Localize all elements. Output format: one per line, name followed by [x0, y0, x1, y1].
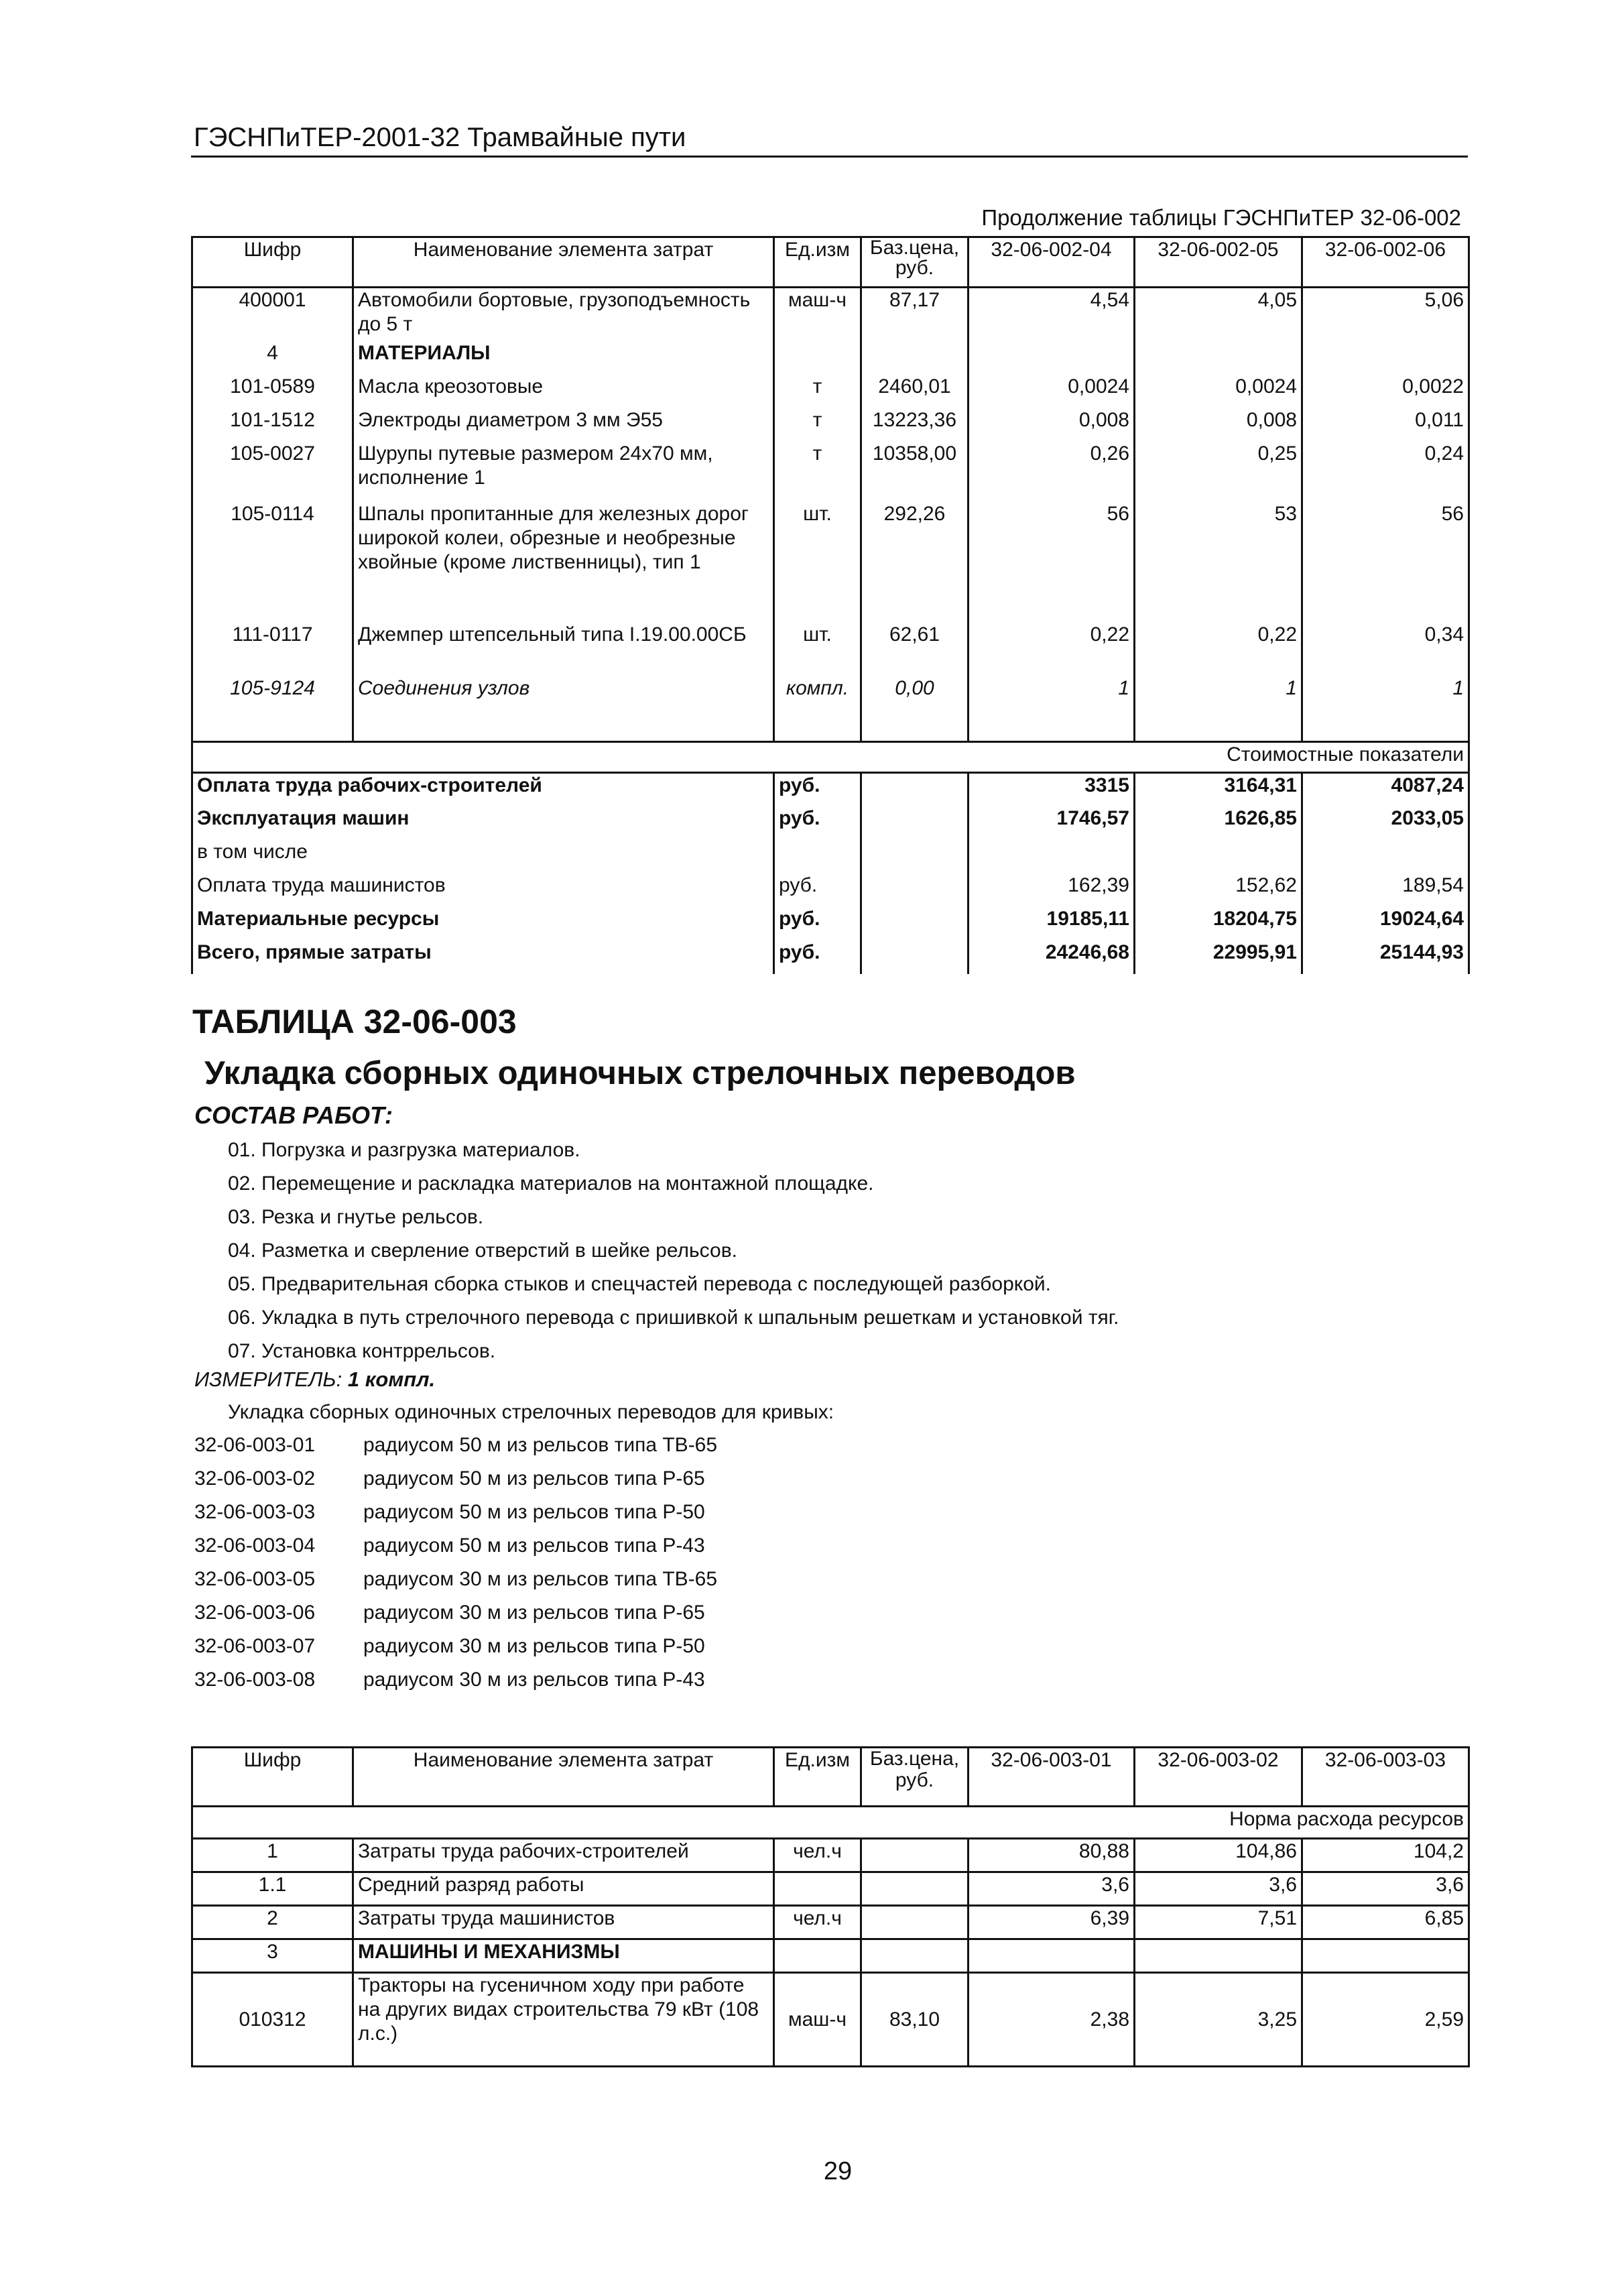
unit-cell: руб.: [774, 941, 861, 974]
unit-cell: [774, 341, 861, 375]
norm-code: 32-06-003-06: [194, 1602, 316, 1624]
code-cell: 2: [192, 1906, 353, 1939]
page-header: [191, 114, 1468, 158]
name-cell: Средний разряд работы: [353, 1872, 774, 1906]
unit-cell: шт.: [774, 502, 861, 623]
unit-cell: чел.ч: [774, 1839, 861, 1872]
table-row: [192, 288, 1469, 341]
value-cell: 0,22: [969, 623, 1135, 676]
value-cell: 1: [1135, 676, 1302, 742]
code-row: [194, 1567, 717, 1601]
value-cell: 56: [969, 502, 1135, 623]
unit-cell: руб.: [774, 806, 861, 840]
column-header: Шифр: [192, 1748, 353, 1807]
work-item: 04. Разметка и сверление отверстий в шейке рельсов.: [228, 1240, 737, 1262]
norm-description: радиусом 50 м из рельсов типа Р-50: [363, 1501, 705, 1523]
name-cell: Джемпер штепсельный типа I.19.00.00СБ: [353, 623, 774, 676]
work-item: 05. Предварительная сборка стыков и спецчастей перевода с последующей разборкой.: [228, 1273, 1051, 1295]
cost-row: [192, 941, 1469, 974]
table-row: [192, 442, 1469, 502]
value-cell: [969, 1939, 1135, 1973]
column-header: 32-06-003-02: [1135, 1748, 1302, 1807]
meter-value: 1 компл.: [347, 1368, 436, 1391]
code-row: [194, 1433, 717, 1467]
cost-name-cell: Эксплуатация машин: [192, 806, 774, 840]
name-cell: Шпалы пропитанные для железных дорог широкой колеи, обрезные и необрезные хвойные (кроме лиственницы), тип 1: [353, 502, 774, 623]
value-cell: 1: [1302, 676, 1469, 742]
code-cell: 4: [192, 341, 353, 375]
price-cell: 62,61: [861, 623, 969, 676]
price-cell: [861, 806, 969, 840]
resource-table-32-06-002: [191, 236, 1470, 974]
table-row: [192, 1839, 1469, 1872]
cost-name-cell: в том числе: [192, 840, 774, 873]
norm-description: радиусом 50 м из рельсов типа Р-43: [363, 1534, 705, 1557]
table-row: [192, 676, 1469, 742]
value-cell: 2,38: [969, 1973, 1135, 2067]
norm-description: радиусом 30 м из рельсов типа Р-50: [363, 1635, 705, 1657]
value-cell: 0,0024: [1135, 375, 1302, 408]
value-cell: 6,85: [1302, 1906, 1469, 1939]
norm-code: 32-06-003-03: [194, 1501, 316, 1523]
norm-code: 32-06-003-07: [194, 1635, 316, 1657]
codes-list: [194, 1433, 717, 1701]
value-cell: [969, 840, 1135, 873]
value-cell: 5,06: [1302, 288, 1469, 341]
column-header: 32-06-002-04: [969, 237, 1135, 288]
code-row: [194, 1668, 717, 1701]
code-cell: 010312: [192, 1973, 353, 2067]
value-cell: 0,34: [1302, 623, 1469, 676]
norm-code: 32-06-003-02: [194, 1467, 316, 1490]
table-title: ТАБЛИЦА 32-06-003: [192, 1003, 517, 1040]
norm-code: 32-06-003-05: [194, 1568, 316, 1590]
code-cell: 1.1: [192, 1872, 353, 1906]
value-cell: 0,24: [1302, 442, 1469, 502]
table-row: [192, 1906, 1469, 1939]
cost-row: [192, 840, 1469, 873]
value-cell: 0,22: [1135, 623, 1302, 676]
value-cell: 18204,75: [1135, 907, 1302, 941]
column-header: Шифр: [192, 237, 353, 288]
value-cell: 56: [1302, 502, 1469, 623]
unit-cell: маш-ч: [774, 288, 861, 341]
value-cell: 7,51: [1135, 1906, 1302, 1939]
value-cell: 1626,85: [1135, 806, 1302, 840]
cost-row: [192, 773, 1469, 806]
value-cell: 3,6: [1135, 1872, 1302, 1906]
table-row: [192, 341, 1469, 375]
cost-name-cell: Всего, прямые затраты: [192, 941, 774, 974]
code-row: [194, 1534, 717, 1567]
value-cell: 189,54: [1302, 873, 1469, 907]
value-cell: 2,59: [1302, 1973, 1469, 2067]
name-cell: МАШИНЫ И МЕХАНИЗМЫ: [353, 1939, 774, 1973]
price-cell: [861, 1906, 969, 1939]
unit-cell: руб.: [774, 873, 861, 907]
value-cell: [1135, 1939, 1302, 1973]
price-cell: [861, 840, 969, 873]
norm-code: 32-06-003-08: [194, 1669, 316, 1691]
name-cell: Масла креозотовые: [353, 375, 774, 408]
norm-description: радиусом 30 м из рельсов типа ТВ-65: [363, 1568, 718, 1590]
table-header-row: [192, 1748, 1469, 1807]
value-cell: 1746,57: [969, 806, 1135, 840]
norm-caption: Норма расхода ресурсов: [192, 1807, 1469, 1839]
value-cell: 4087,24: [1302, 773, 1469, 806]
code-row: [194, 1500, 717, 1534]
unit-cell: маш-ч: [774, 1973, 861, 2067]
price-cell: [861, 1839, 969, 1872]
norm-code: 32-06-003-01: [194, 1434, 316, 1456]
work-item: 02. Перемещение и раскладка материалов на монтажной площадке.: [228, 1172, 874, 1195]
code-cell: 105-0027: [192, 442, 353, 502]
value-cell: 3,6: [1302, 1872, 1469, 1906]
column-header: 32-06-003-03: [1302, 1748, 1469, 1807]
unit-cell: руб.: [774, 773, 861, 806]
price-cell: [861, 1939, 969, 1973]
document-title: ГЭСНПиТЕР-2001-32 Трамвайные пути: [194, 123, 686, 152]
price-cell: [861, 773, 969, 806]
value-cell: 19185,11: [969, 907, 1135, 941]
value-cell: 0,011: [1302, 408, 1469, 442]
column-header: Наименование элемента затрат: [353, 237, 774, 288]
price-cell: 83,10: [861, 1973, 969, 2067]
norm-description: радиусом 30 м из рельсов типа Р-43: [363, 1669, 705, 1691]
code-cell: 1: [192, 1839, 353, 1872]
column-header: 32-06-003-01: [969, 1748, 1135, 1807]
code-cell: 400001: [192, 288, 353, 341]
table-continuation-caption: Продолжение таблицы ГЭСНПиТЕР 32-06-002: [981, 205, 1461, 230]
table-row: [192, 1872, 1469, 1906]
code-cell: 101-1512: [192, 408, 353, 442]
code-cell: 3: [192, 1939, 353, 1973]
value-cell: 53: [1135, 502, 1302, 623]
value-cell: 3,6: [969, 1872, 1135, 1906]
unit-cell: шт.: [774, 623, 861, 676]
norm-code: 32-06-003-04: [194, 1534, 316, 1557]
value-cell: 0,0022: [1302, 375, 1469, 408]
column-header: 32-06-002-06: [1302, 237, 1469, 288]
price-cell: 13223,36: [861, 408, 969, 442]
price-cell: [861, 907, 969, 941]
code-row: [194, 1634, 717, 1668]
unit-cell: [774, 1872, 861, 1906]
code-row: [194, 1601, 717, 1634]
value-cell: 3315: [969, 773, 1135, 806]
meter-line: [194, 1368, 435, 1392]
norm-caption-row: [192, 1807, 1469, 1839]
cost-name-cell: Материальные ресурсы: [192, 907, 774, 941]
value-cell: 2033,05: [1302, 806, 1469, 840]
value-cell: [1135, 341, 1302, 375]
value-cell: 104,2: [1302, 1839, 1469, 1872]
work-item: 01. Погрузка и разгрузка материалов.: [228, 1139, 580, 1161]
value-cell: 25144,93: [1302, 941, 1469, 974]
resource-table-32-06-003: [191, 1746, 1470, 2067]
value-cell: [1302, 840, 1469, 873]
value-cell: 80,88: [969, 1839, 1135, 1872]
value-cell: 3,25: [1135, 1973, 1302, 2067]
unit-cell: компл.: [774, 676, 861, 742]
work-item: 06. Укладка в путь стрелочного перевода с пришивкой к шпальным решеткам и установкой тяг.: [228, 1307, 1119, 1329]
page-number: 29: [823, 2157, 853, 2185]
cost-name-cell: Оплата труда машинистов: [192, 873, 774, 907]
column-header: Баз.цена, руб.: [861, 1748, 969, 1807]
column-header: Наименование элемента затрат: [353, 1748, 774, 1807]
table-subtitle: Укладка сборных одиночных стрелочных переводов: [204, 1055, 1076, 1091]
value-cell: 24246,68: [969, 941, 1135, 974]
unit-cell: т: [774, 375, 861, 408]
works-list: [228, 1138, 1119, 1373]
price-cell: [861, 941, 969, 974]
cost-caption: Стоимостные показатели: [192, 742, 1469, 773]
code-cell: 101-0589: [192, 375, 353, 408]
code-cell: 111-0117: [192, 623, 353, 676]
table-row: [192, 408, 1469, 442]
value-cell: 6,39: [969, 1906, 1135, 1939]
composition-heading: СОСТАВ РАБОТ:: [194, 1101, 393, 1129]
price-cell: 2460,01: [861, 375, 969, 408]
value-cell: 0,0024: [969, 375, 1135, 408]
code-cell: 105-0114: [192, 502, 353, 623]
price-cell: [861, 1872, 969, 1906]
table-row: [192, 623, 1469, 676]
unit-cell: руб.: [774, 907, 861, 941]
name-cell: Затраты труда машинистов: [353, 1906, 774, 1939]
work-item: 03. Резка и гнутье рельсов.: [228, 1206, 484, 1228]
unit-cell: т: [774, 442, 861, 502]
unit-cell: [774, 840, 861, 873]
norm-description: радиусом 30 м из рельсов типа Р-65: [363, 1602, 705, 1624]
name-cell: Тракторы на гусеничном ходу при работе на других видах строительства 79 кВт (108 л.с.): [353, 1973, 774, 2067]
value-cell: [1135, 840, 1302, 873]
price-cell: 87,17: [861, 288, 969, 341]
curves-intro: Укладка сборных одиночных стрелочных переводов для кривых:: [228, 1401, 834, 1423]
cost-row: [192, 873, 1469, 907]
column-header: Ед.изм: [774, 237, 861, 288]
meter-label: ИЗМЕРИТЕЛЬ:: [194, 1368, 342, 1391]
value-cell: 0,008: [1135, 408, 1302, 442]
column-header: Ед.изм: [774, 1748, 861, 1807]
table-row: [192, 1973, 1469, 2067]
value-cell: 152,62: [1135, 873, 1302, 907]
code-row: [194, 1467, 717, 1500]
table-row: [192, 502, 1469, 623]
unit-cell: т: [774, 408, 861, 442]
value-cell: 19024,64: [1302, 907, 1469, 941]
cost-row: [192, 907, 1469, 941]
norm-description: радиусом 50 м из рельсов типа ТВ-65: [363, 1434, 718, 1456]
column-header: Баз.цена, руб.: [861, 237, 969, 288]
value-cell: [1302, 1939, 1469, 1973]
value-cell: 0,26: [969, 442, 1135, 502]
column-header: 32-06-002-05: [1135, 237, 1302, 288]
value-cell: 1: [969, 676, 1135, 742]
table-row: [192, 1939, 1469, 1973]
table-header-row: [192, 237, 1469, 288]
value-cell: 4,05: [1135, 288, 1302, 341]
value-cell: 4,54: [969, 288, 1135, 341]
cost-caption-row: [192, 742, 1469, 773]
name-cell: Автомобили бортовые, грузоподъемность до 5 т: [353, 288, 774, 341]
code-cell: 105-9124: [192, 676, 353, 742]
value-cell: 162,39: [969, 873, 1135, 907]
name-cell: Шурупы путевые размером 24х70 мм, исполнение 1: [353, 442, 774, 502]
value-cell: [969, 341, 1135, 375]
name-cell: МАТЕРИАЛЫ: [353, 341, 774, 375]
price-cell: 292,26: [861, 502, 969, 623]
value-cell: 0,008: [969, 408, 1135, 442]
cost-name-cell: Оплата труда рабочих-строителей: [192, 773, 774, 806]
work-item: 07. Установка контррельсов.: [228, 1340, 496, 1362]
price-cell: [861, 873, 969, 907]
table-row: [192, 375, 1469, 408]
price-cell: [861, 341, 969, 375]
value-cell: 104,86: [1135, 1839, 1302, 1872]
cost-row: [192, 806, 1469, 840]
name-cell: Затраты труда рабочих-строителей: [353, 1839, 774, 1872]
unit-cell: чел.ч: [774, 1906, 861, 1939]
value-cell: 3164,31: [1135, 773, 1302, 806]
value-cell: 0,25: [1135, 442, 1302, 502]
value-cell: [1302, 341, 1469, 375]
name-cell: Соединения узлов: [353, 676, 774, 742]
price-cell: 10358,00: [861, 442, 969, 502]
name-cell: Электроды диаметром 3 мм Э55: [353, 408, 774, 442]
price-cell: 0,00: [861, 676, 969, 742]
norm-description: радиусом 50 м из рельсов типа Р-65: [363, 1467, 705, 1490]
value-cell: 22995,91: [1135, 941, 1302, 974]
unit-cell: [774, 1939, 861, 1973]
